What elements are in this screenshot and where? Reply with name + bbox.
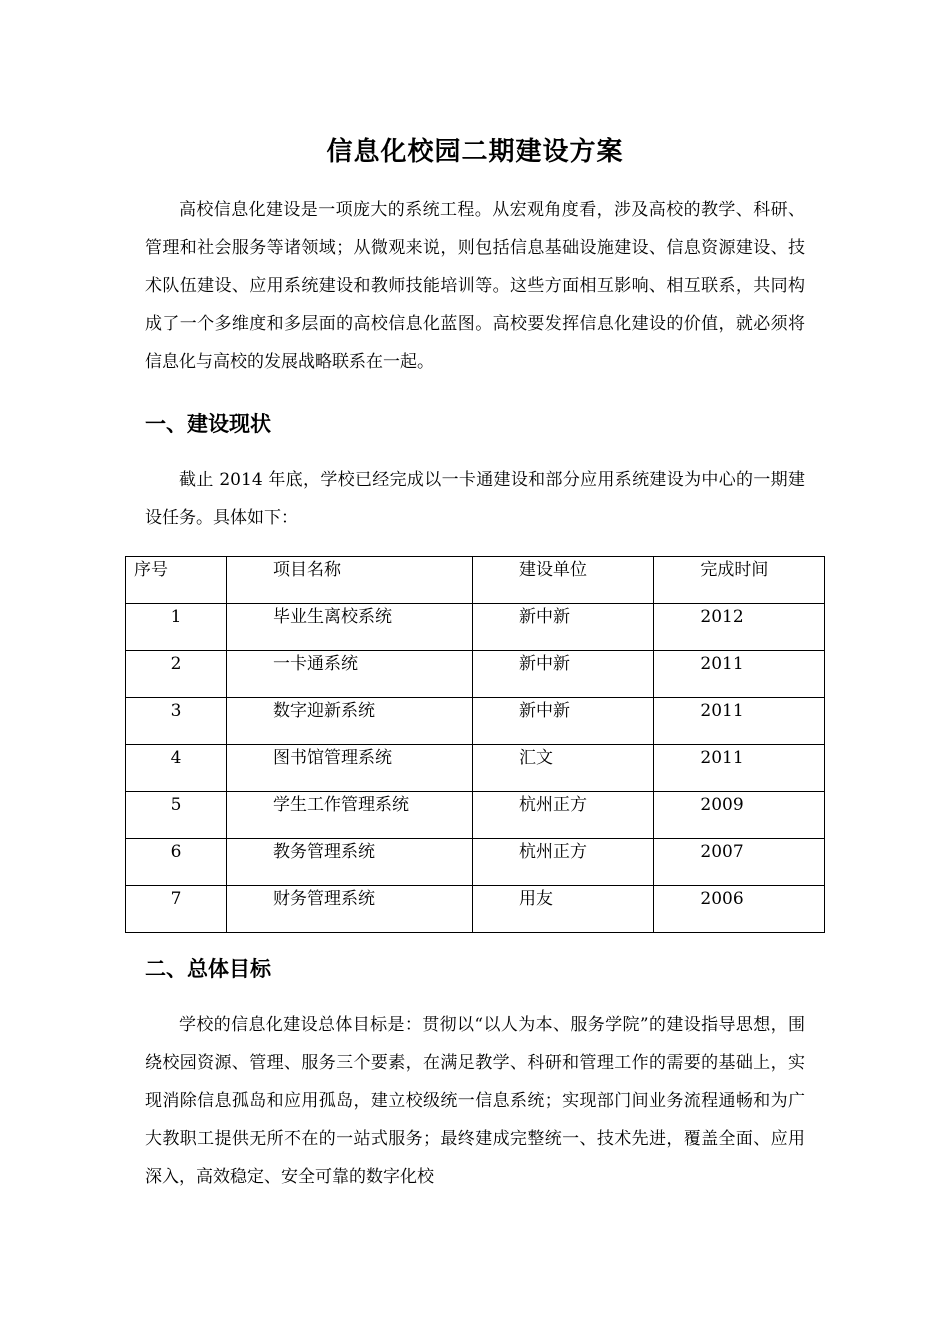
- cell-index: 3: [170, 701, 182, 721]
- col-header-vendor: 建设单位: [519, 560, 588, 580]
- cell-year: 2007: [700, 842, 744, 862]
- cell-year: 2011: [700, 654, 744, 674]
- cell-vendor: 新中新: [519, 701, 571, 721]
- cell-index: 2: [170, 654, 182, 674]
- project-table: [125, 556, 825, 933]
- col-header-project: 项目名称: [273, 560, 341, 580]
- section-heading-status: 一、建设现状: [145, 412, 271, 436]
- cell-project: 数字迎新系统: [273, 701, 375, 721]
- table-header-row: [126, 557, 825, 604]
- table-row: [126, 651, 825, 698]
- cell-vendor: 用友: [519, 889, 554, 909]
- cell-year: 2012: [700, 607, 744, 627]
- table-row: [126, 839, 825, 886]
- cell-vendor: 杭州正方: [519, 842, 588, 862]
- document-title: 信息化校园二期建设方案: [326, 137, 624, 167]
- cell-project: 一卡通系统: [273, 654, 358, 674]
- cell-project: 财务管理系统: [273, 889, 375, 909]
- col-header-year: 完成时间: [700, 560, 769, 580]
- table-row: [126, 886, 825, 933]
- cell-vendor: 新中新: [519, 654, 571, 674]
- cell-index: 4: [170, 748, 182, 768]
- cell-vendor: 汇文: [519, 748, 554, 768]
- cell-project: 图书馆管理系统: [273, 748, 392, 768]
- cell-year: 2009: [700, 795, 744, 815]
- cell-index: 5: [170, 795, 182, 815]
- table-row: [126, 604, 825, 651]
- status-paragraph: 截止 2014 年底，学校已经完成以一卡通建设和部分应用系统建设为中心的一期建设任务。具体如下：: [145, 470, 805, 528]
- col-header-index: 序号: [134, 560, 168, 580]
- cell-index: 1: [170, 607, 182, 627]
- table-row: [126, 745, 825, 792]
- goals-paragraph: 学校的信息化建设总体目标是：贯彻以“以人为本、服务学院”的建设指导思想，围绕校园资源、管理、服务三个要素，在满足教学、科研和管理工作的需要的基础上，实现消除信息孤岛和应用孤岛，建立校级统一信息系统；实现部门间业务流程通畅和为广大教职工提供无所不在的一站式服务；最终建成完整统一、技术先进，覆盖全面、应用深入，高效稳定、安全可靠的数字化校: [145, 1015, 805, 1187]
- cell-year: 2011: [700, 748, 744, 768]
- section-heading-goals: 二、总体目标: [145, 957, 271, 981]
- cell-year: 2011: [700, 701, 744, 721]
- cell-project: 学生工作管理系统: [273, 795, 409, 815]
- cell-project: 教务管理系统: [273, 842, 375, 862]
- cell-project: 毕业生离校系统: [273, 607, 392, 627]
- cell-vendor: 新中新: [519, 607, 571, 627]
- intro-paragraph: 高校信息化建设是一项庞大的系统工程。从宏观角度看，涉及高校的教学、科研、管理和社会服务等诸领域；从微观来说，则包括信息基础设施建设、信息资源建设、技术队伍建设、应用系统建设和教师技能培训等。这些方面相互影响、相互联系，共同构成了一个多维度和多层面的高校信息化蓝图。高校要发挥信息化建设的价值，就必须将信息化与高校的发展战略联系在一起。: [145, 200, 805, 372]
- cell-year: 2006: [700, 889, 744, 909]
- cell-index: 7: [170, 889, 182, 909]
- table-row: [126, 792, 825, 839]
- cell-vendor: 杭州正方: [519, 795, 588, 815]
- table-row: [126, 698, 825, 745]
- cell-index: 6: [170, 842, 182, 862]
